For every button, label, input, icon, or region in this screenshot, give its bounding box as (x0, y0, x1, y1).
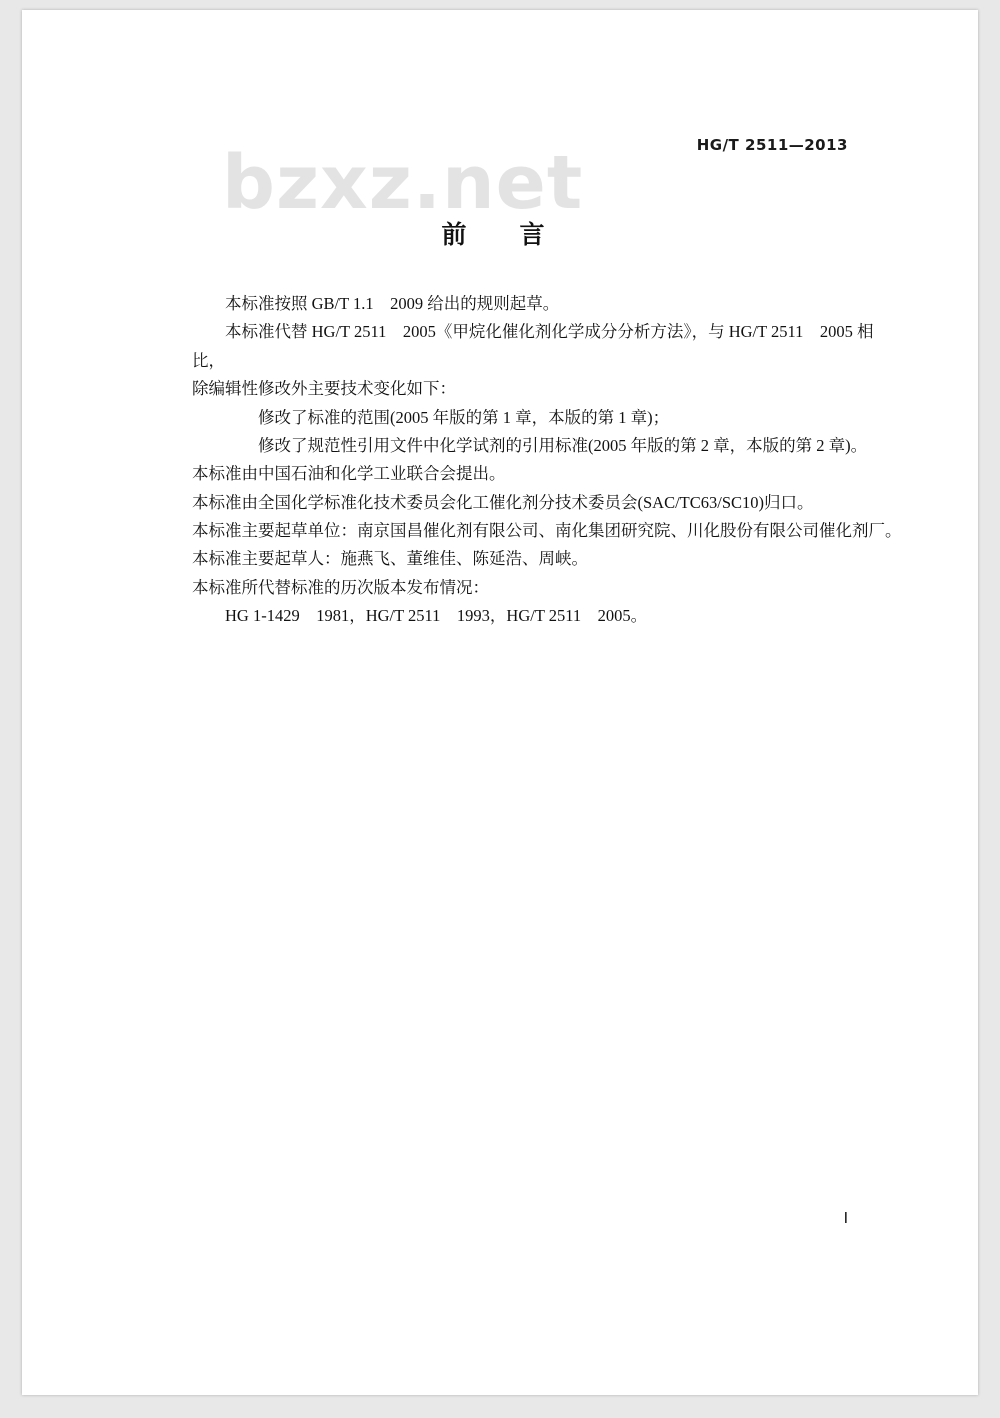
paragraph: 本标准按照 GB/T 1.1 2009 给出的规则起草。 (225, 294, 560, 313)
page-title: 前 言 (441, 220, 559, 249)
watermark-text: bzxz.net (222, 140, 584, 226)
paragraph: 本标准由中国石油和化学工业联合会提出。 (192, 464, 506, 484)
standard-number-header: HG/T 2511—2013 (696, 136, 848, 154)
paragraph: 本标准主要起草单位：南京国昌催化剂有限公司、南化集团研究院、川化股份有限公司催化剂厂。 (192, 521, 902, 540)
paragraph: 本标准由全国化学标准化技术委员会化工催化剂分技术委员会(SAC/TC63/SC10)归口。 (192, 492, 814, 512)
page-number: I (843, 1209, 848, 1227)
paragraph: 本标准所代替标准的历次版本发布情况： (192, 577, 489, 597)
paragraph: 修改了标准的范围(2005 年版的第 1 章，本版的第 1 章)； (258, 407, 670, 427)
paragraph: 本标准代替 HG/T 2511 2005《甲烷化催化剂化学成分分析方法》，与 HG/T 2511 2005 相比， (192, 322, 874, 370)
paragraph: 本标准主要起草人：施燕飞、董维佳、陈延浩、周峡。 (192, 549, 588, 569)
foreword-body (192, 290, 902, 631)
paragraph: 修改了规范性引用文件中化学试剂的引用标准(2005 年版的第 2 章，本版的第 2 章)。 (258, 435, 868, 455)
paragraph: 除编辑性修改外主要技术变化如下： (192, 379, 456, 399)
paragraph: HG 1-1429 1981，HG/T 2511 1993，HG/T 2511 2005。 (225, 606, 648, 626)
document-page (22, 10, 978, 1395)
